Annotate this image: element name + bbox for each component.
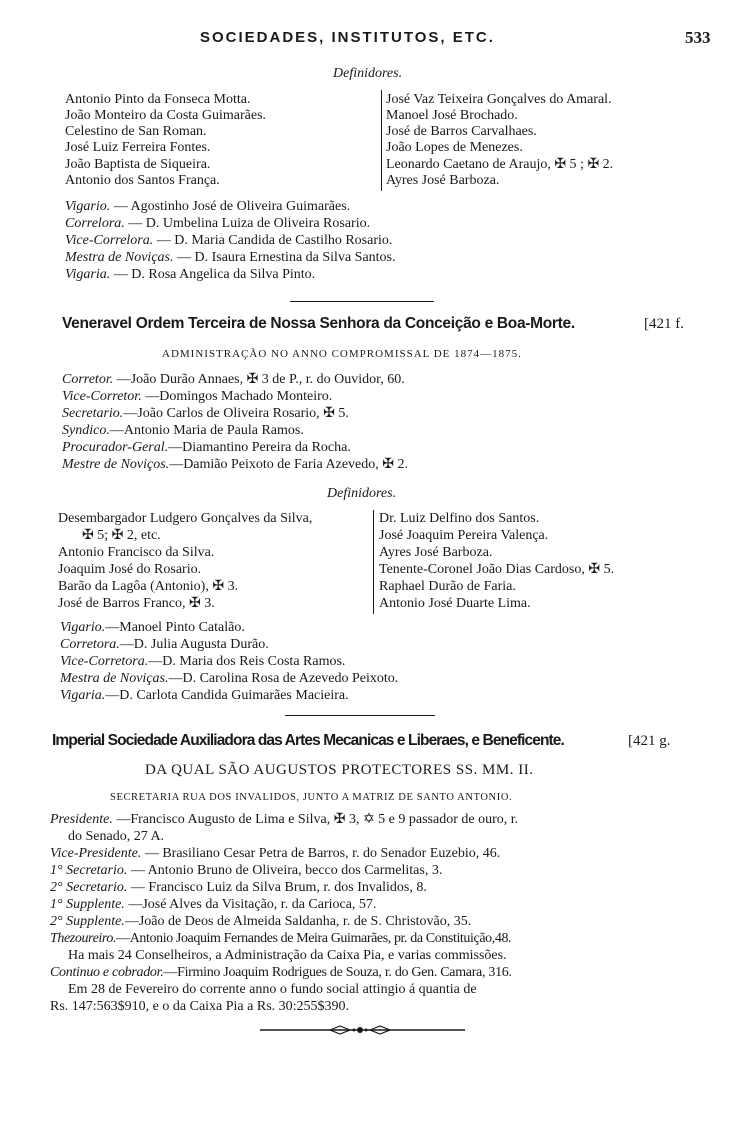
officer-name: —Damião Peixoto de Faria Azevedo, ✠ 2.: [169, 457, 408, 472]
definidores-heading: Definidores.: [333, 66, 403, 81]
list-item: Joaquim José do Rosario.: [58, 562, 202, 577]
list-item: José Vaz Teixeira Gonçalves do Amaral.: [386, 92, 612, 107]
officer-role: Vigario.: [65, 199, 111, 214]
officer-role: Corretora.: [60, 637, 120, 652]
list-item: Desembargador Ludgero Gonçalves da Silva,: [58, 511, 313, 526]
officer-line: [62, 389, 332, 405]
officer-name: —D. Carolina Rosa de Azevedo Peixoto.: [168, 671, 399, 686]
officer-line: [65, 267, 315, 283]
officer-name: do Senado, 27 A.: [68, 829, 165, 844]
officer-role: Vigaria.: [65, 267, 111, 282]
officer-line: [50, 863, 442, 879]
officer-line: [60, 637, 269, 653]
column-divider: [373, 510, 374, 614]
officer-name: —João Durão Annaes, ✠ 3 de P., r. do Ouvidor, 60.: [113, 372, 405, 387]
page-number: 533: [685, 28, 711, 47]
officer-name: —José Alves da Visitação, r. da Carioca, 57.: [124, 897, 377, 912]
list-item: João Lopes de Menezes.: [386, 140, 523, 155]
list-item: Antonio Francisco da Silva.: [58, 545, 215, 560]
officer-role: Correlora.: [65, 216, 125, 231]
list-item: José de Barros Franco, ✠ 3.: [58, 596, 215, 611]
list-item: ✠ 5; ✠ 2, etc.: [82, 528, 161, 543]
list-item: Raphael Durão de Faria.: [379, 579, 516, 594]
officer-name: —João Carlos de Oliveira Rosario, ✠ 5.: [123, 406, 349, 421]
officer-role: 1° Supplente.: [50, 897, 125, 912]
officer-name: —Francisco Augusto de Lima e Silva, ✠ 3, ✡ 5 e 9 passador de ouro, r.: [112, 812, 519, 827]
secretariat-caption: SECRETARIA RUA DOS INVALIDOS, JUNTO A MATRIZ DE SANTO ANTONIO.: [110, 792, 513, 803]
officer-line: [50, 812, 518, 828]
officer-name: —Manoel Pinto Catalão.: [105, 620, 245, 635]
officer-role: Secretario.: [62, 406, 124, 421]
officer-name: — D. Umbelina Luiza de Oliveira Rosario.: [124, 216, 371, 231]
officer-name: Em 28 de Fevereiro do corrente anno o fundo social attingio á quantia de: [68, 982, 477, 997]
subtitle: DA QUAL SÃO AUGUSTOS PROTECTORES SS. MM. II.: [145, 762, 534, 778]
officer-name: —Firmino Joaquim Rodrigues de Souza, r. do Gen. Camara, 316.: [163, 965, 512, 980]
officer-line: [65, 250, 396, 266]
ornament-rule-icon: [260, 1022, 465, 1038]
officer-role: Presidente.: [50, 812, 113, 827]
officer-line: [68, 829, 164, 845]
officer-line: [50, 846, 500, 862]
officer-name: — D. Maria Candida de Castilho Rosario.: [153, 233, 393, 248]
officer-role: Continuo e cobrador.: [50, 965, 164, 980]
section-ref: [421 f.: [644, 316, 684, 332]
officer-role: 2° Supplente.: [50, 914, 125, 929]
officer-line: [62, 423, 304, 439]
officer-line: [68, 982, 477, 998]
officer-line: [50, 897, 376, 913]
officer-line: [62, 406, 349, 422]
list-item: João Monteiro da Costa Guimarães.: [65, 108, 267, 123]
officer-name: — D. Rosa Angelica da Silva Pinto.: [110, 267, 316, 282]
section-title: Veneravel Ordem Terceira de Nossa Senhora da Conceição e Boa-Morte.: [62, 315, 575, 332]
section-divider: [285, 715, 435, 716]
list-item: Tenente-Coronel João Dias Cardoso, ✠ 5.: [379, 562, 615, 577]
officer-line: [62, 372, 405, 388]
officer-line: [50, 999, 349, 1015]
list-item: José Luiz Ferreira Fontes.: [65, 140, 211, 155]
list-item-name: Leonardo Caetano de Araujo,: [386, 157, 555, 172]
officer-line: [50, 914, 471, 930]
officer-line: [65, 233, 392, 249]
column-divider: [381, 90, 382, 191]
section-title: Imperial Sociedade Auxiliadora das Artes Mecanicas e Liberaes, e Beneficente.: [52, 732, 564, 749]
officer-line: [65, 199, 350, 215]
officer-name: —João de Deos de Almeida Saldanha, r. de S. Christovão, 35.: [124, 914, 472, 929]
officer-line: [50, 880, 427, 896]
officer-name: —Domingos Machado Monteiro.: [141, 389, 333, 404]
officer-role: Mestra de Noviças.: [60, 671, 169, 686]
officer-role: Thezoureiro.: [50, 931, 117, 946]
officer-name: Rs. 147:563$910, e o da Caixa Pia a Rs. 30:255$390.: [50, 999, 350, 1014]
honors-text: ✠ 5 ; ✠ 2.: [554, 157, 614, 172]
ornament-divider: [260, 1022, 465, 1038]
officer-name: —D. Maria dos Reis Costa Ramos.: [148, 654, 346, 669]
officer-role: Vice-Presidente.: [50, 846, 142, 861]
officer-name: Ha mais 24 Conselheiros, a Administração da Caixa Pia, e varias commissões.: [68, 948, 507, 963]
officer-role: Corretor.: [62, 372, 114, 387]
officer-name: — Agostinho José de Oliveira Guimarães.: [110, 199, 351, 214]
officer-line: [62, 440, 351, 456]
list-item: Dr. Luiz Delfino dos Santos.: [379, 511, 540, 526]
officer-role: Vice-Corretor.: [62, 389, 142, 404]
officer-name: — D. Isaura Ernestina da Silva Santos.: [173, 250, 396, 265]
officer-role: Vice-Corretora.: [60, 654, 149, 669]
officer-role: Procurador-Geral.: [62, 440, 169, 455]
definidores-heading: Definidores.: [327, 486, 397, 501]
officer-name: —Diamantino Pereira da Rocha.: [168, 440, 351, 455]
officer-name: —Antonio Maria de Paula Ramos.: [109, 423, 304, 438]
officer-name: —D. Julia Augusta Durão.: [119, 637, 269, 652]
officer-role: 1° Secretario.: [50, 863, 128, 878]
list-item: João Baptista de Siqueira.: [65, 157, 211, 172]
officer-line: [65, 216, 370, 232]
list-item: Ayres José Barboza.: [386, 173, 500, 188]
running-title: SOCIEDADES, INSTITUTOS, ETC.: [200, 29, 495, 46]
officer-line: [60, 688, 349, 704]
officer-line: [68, 948, 507, 964]
officer-line: [60, 654, 345, 670]
list-item: José de Barros Carvalhaes.: [386, 124, 537, 139]
section-divider: [290, 301, 434, 302]
officer-line: [60, 671, 398, 687]
list-item: Antonio José Duarte Lima.: [379, 596, 531, 611]
list-item: José Joaquim Pereira Valença.: [379, 528, 549, 543]
officer-name: — Francisco Luiz da Silva Brum, r. dos Invalidos, 8.: [127, 880, 427, 895]
list-item: [386, 157, 613, 173]
officer-line: [60, 620, 245, 636]
officer-role: Vice-Correlora.: [65, 233, 154, 248]
officer-role: Mestra de Noviças.: [65, 250, 174, 265]
list-item: Manoel José Brochado.: [386, 108, 518, 123]
officer-role: Vigario.: [60, 620, 106, 635]
officer-line: [62, 457, 408, 473]
officer-name: —Antonio Joaquim Fernandes de Meira Guimarães, pr. da Constituição,48.: [116, 931, 512, 946]
officer-role: Syndico.: [62, 423, 110, 438]
list-item: Ayres José Barboza.: [379, 545, 493, 560]
officer-line: [50, 931, 511, 947]
officer-role: Vigaria.: [60, 688, 106, 703]
officer-line: [50, 965, 512, 981]
list-item: Antonio Pinto da Fonseca Motta.: [65, 92, 251, 107]
officer-role: Mestre de Noviços.: [62, 457, 170, 472]
officer-name: — Antonio Bruno de Oliveira, becco dos Carmelitas, 3.: [127, 863, 443, 878]
administration-caption: ADMINISTRAÇÃO NO ANNO COMPROMISSAL DE 1874—1875.: [162, 348, 522, 360]
officer-name: — Brasiliano Cesar Petra de Barros, r. do Senador Euzebio, 46.: [141, 846, 501, 861]
list-item: Barão da Lagôa (Antonio), ✠ 3.: [58, 579, 239, 594]
list-item: Celestino de San Roman.: [65, 124, 207, 139]
officer-name: —D. Carlota Candida Guimarães Macieira.: [105, 688, 349, 703]
officer-role: 2° Secretario.: [50, 880, 128, 895]
section-ref: [421 g.: [628, 733, 671, 749]
list-item: Antonio dos Santos França.: [65, 173, 220, 188]
